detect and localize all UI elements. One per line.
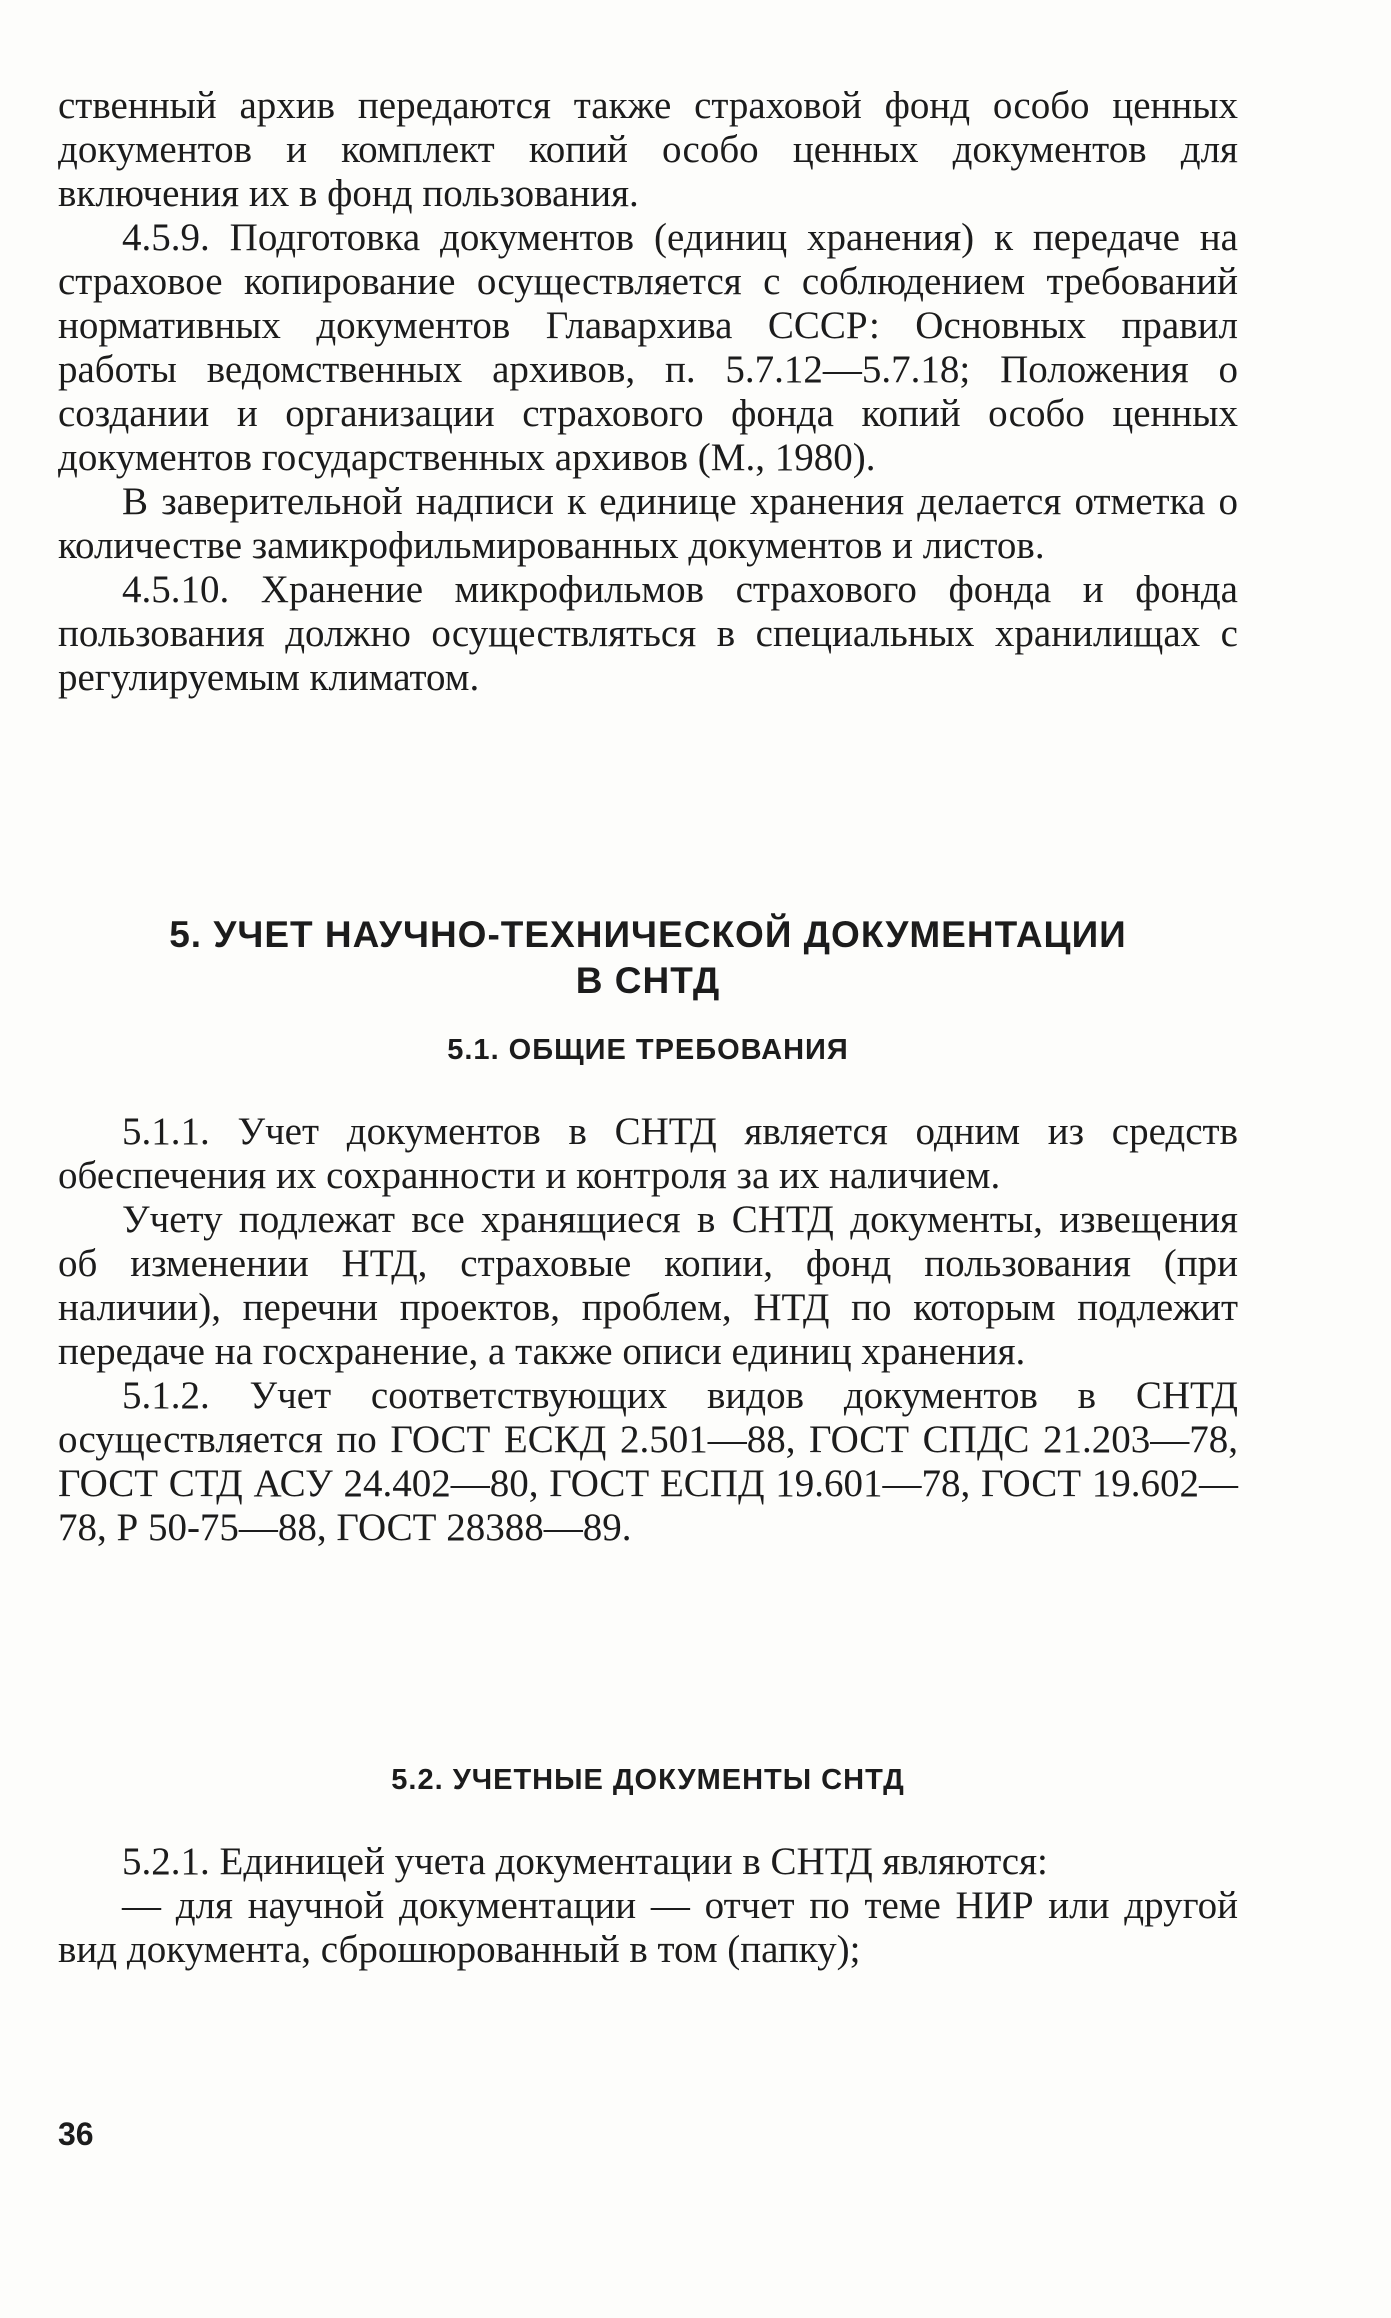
paragraph-4-5-10: 4.5.10. Хранение микрофильмов страхового фонда и фонда пользования должно осуществляться в специальных хранилищах с регулируемым климатом. xyxy=(58,568,1238,699)
top-text-block xyxy=(58,84,1238,700)
subsection-1-text xyxy=(58,1110,1238,1550)
paragraph-5-1-1: 5.1.1. Учет документов в СНТД является одним из средств обеспечения их сохранности и контроля за их наличием. xyxy=(58,1110,1238,1197)
subsection-2-heading: 5.2. УЧЕТНЫЕ ДОКУМЕНТЫ СНТД xyxy=(391,1764,905,1796)
paragraph-4-5-9: 4.5.9. Подготовка документов (единиц хранения) к передаче на страховое копирование осуществляется с соблюдением требований нормативных документов Главархива СССР: Основных правил работы ведомственных архивов, п. 5.7.12—5.7.18; Положения о создании и организации страхового фонда копий особо ценных документов государственных архивов (М., 1980). xyxy=(58,216,1238,479)
section-heading-line-1: 5. УЧЕТ НАУЧНО-ТЕХНИЧЕСКОЙ ДОКУМЕНТАЦИИ xyxy=(169,914,1127,955)
subsection-1-heading: 5.1. ОБЩИЕ ТРЕБОВАНИЯ xyxy=(447,1034,849,1066)
page-number: 36 xyxy=(58,2116,94,2152)
paragraph-accounting-scope: Учету подлежат все хранящиеся в СНТД документы, извещения об изменении НТД, страховые копии, фонд пользования (при наличии), перечни проектов, проблем, НТД по которым подлежит передаче на госхранение, а также описи единиц хранения. xyxy=(58,1198,1238,1373)
subsection-2-text xyxy=(58,1840,1238,1972)
paragraph-certification-note: В заверительной надписи к единице хранения делается отметка о количестве замикрофильмированных документов и листов. xyxy=(58,480,1238,567)
paragraph-scientific-docs: — для научной документации — отчет по теме НИР или другой вид документа, сброшюрованный в том (папку); xyxy=(58,1884,1238,1971)
paragraph-5-2-1: 5.2.1. Единицей учета документации в СНТД являются: xyxy=(122,1840,1048,1883)
paragraph-5-1-2: 5.1.2. Учет соответствующих видов документов в СНТД осуществляется по ГОСТ ЕСКД 2.501—88, ГОСТ СПДС 21.203—78, ГОСТ СТД АСУ 24.402—80, ГОСТ ЕСПД 19.601—78, ГОСТ 19.602—78, Р 50-75—88, ГОСТ 28388—89. xyxy=(58,1374,1238,1549)
section-heading-line-2: В СНТД xyxy=(575,960,721,1001)
paragraph-continuation: ственный архив передаются также страховой фонд особо ценных документов и комплект копий особо ценных документов для включения их в фонд пользования. xyxy=(58,84,1238,215)
section-heading xyxy=(58,912,1238,1004)
